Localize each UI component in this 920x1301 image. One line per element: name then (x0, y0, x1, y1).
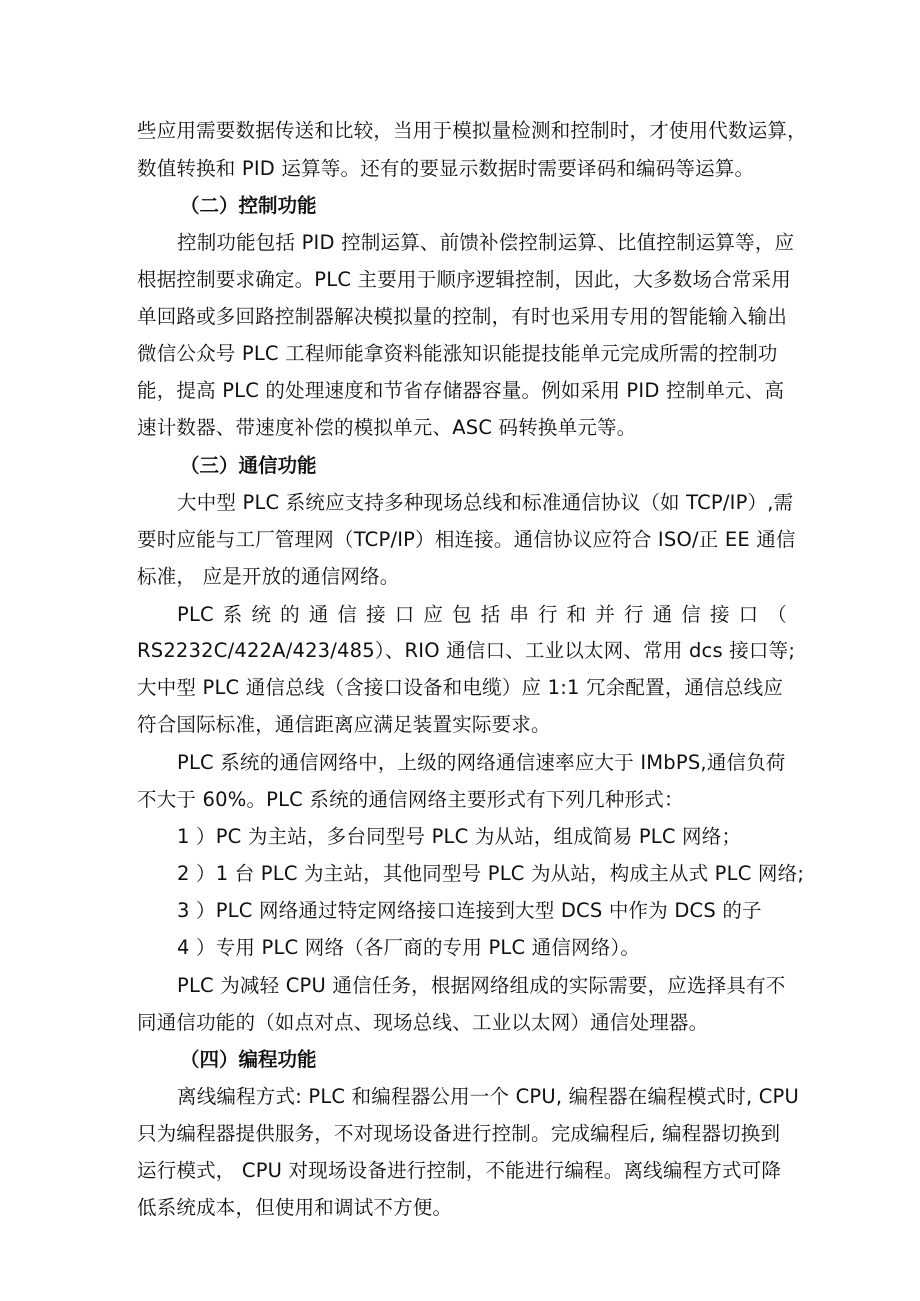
paragraph-comm3-line-1: PLC 系统的通信网络中，上级的网络通信速率应大于 IMbPS,通信负荷 (177, 751, 786, 774)
paragraph-comm2-line-2: RS2232C/422A/423/485）、RIO 通信口、工业以太网、常用 dcs 接口等; (137, 639, 796, 662)
word: 并 (595, 603, 616, 626)
paragraph-comm1-line-1: 大中型 PLC 系统应支持多种现场总线和标准通信协议（如 TCP/IP）,需 (177, 491, 794, 514)
heading-programming-function: （四）编程功能 (180, 1048, 317, 1071)
paragraph-intro-line-1: 些应用需要数据传送和比较，当用于模拟量检测和控制时，才使用代数运算， (137, 119, 807, 142)
word: 的 (280, 603, 300, 626)
paragraph-control-line-6: 速计数器、带速度补偿的模拟单元、ASC 码转换单元等。 (137, 416, 637, 439)
word: 通 (652, 603, 673, 626)
paragraph-programming-line-1: 离线编程方式: PLC 和编程器公用一个 CPU, 编程器在编程模式时, CPU (177, 1085, 799, 1108)
word: 和 (566, 603, 587, 626)
heading-communication-function: （三）通信功能 (180, 454, 317, 477)
word: 信 (681, 603, 701, 626)
paragraph-programming-line-3: 运行模式， CPU 对现场设备进行控制，不能进行编程。离线编程方式可降 (137, 1159, 782, 1182)
word: 统 (251, 603, 272, 626)
paragraph-comm2-line-1 (177, 602, 787, 628)
list-item: 3 ）PLC 网络通过特定网络接口连接到大型 DCS 中作为 DCS 的子 (177, 899, 762, 922)
paragraph-comm4-line-2: 同通信功能的（如点对点、现场总线、工业以太网）通信处理器。 (137, 1011, 709, 1034)
word: 口 (738, 603, 759, 626)
paragraph-comm2-line-3: 大中型 PLC 通信总线（含接口设备和电缆）应 1:1 冗余配置，通信总线应 (137, 676, 784, 699)
word: PLC (177, 603, 214, 626)
paragraph-control-line-4: 微信公众号 PLC 工程师能拿资料能涨知识能提技能单元完成所需的控制功 (137, 342, 778, 365)
list-item: 4 ）专用 PLC 网络（各厂商的专用 PLC 通信网络）。 (177, 936, 641, 959)
paragraph-control-line-1: 控制功能包括 PID 控制运算、前馈补偿控制运算、比值控制运算等，应 (177, 231, 795, 254)
word: 包 (452, 603, 472, 626)
paragraph-comm1-line-2: 要时应能与工厂管理网（TCP/IP）相连接。通信协议应符合 ISO/正 EE 通信 (137, 528, 796, 551)
word: 行 (538, 603, 558, 626)
word: 系 (222, 603, 243, 626)
paragraph-comm4-line-1: PLC 为减轻 CPU 通信任务，根据网络组成的实际需要，应选择具有不 (177, 974, 786, 997)
list-item: 1 ）PC 为主站，多台同型号 PLC 为从站，组成简易 PLC 网络； (177, 825, 742, 848)
word: 串 (509, 603, 530, 626)
heading-control-function: （二）控制功能 (180, 194, 317, 217)
paragraph-comm3-line-2: 不大于 60%。PLC 系统的通信网络主要形式有下列几种形式： (137, 788, 684, 811)
paragraph-programming-line-2: 只为编程器提供服务，不对现场设备进行控制。完成编程后, 编程器切换到 (137, 1122, 781, 1145)
word: 接 (366, 603, 386, 626)
word: 行 (623, 603, 644, 626)
word: 口 (394, 603, 415, 626)
word: 应 (423, 603, 444, 626)
paragraph-control-line-3: 单回路或多回路控制器解决模拟量的控制，有时也采用专用的智能输入输出 (137, 305, 788, 328)
paragraph-intro-line-2: 数值转换和 PID 运算等。还有的要显示数据时需要译码和编码等运算。 (137, 157, 755, 180)
paragraph-comm2-line-4: 符合国际标准，通信距离应满足装置实际要求。 (137, 713, 551, 736)
list-item: 2 ）1 台 PLC 为主站，其他同型号 PLC 为从站，构成主从式 PLC 网络; (177, 862, 805, 885)
paragraph-comm1-line-3: 标准， 应是开放的通信网络。 (137, 565, 400, 588)
paragraph-control-line-5: 能，提高 PLC 的处理速度和节省存储器容量。例如采用 PID 控制单元、高 (137, 379, 785, 402)
word: 信 (337, 603, 358, 626)
paragraph-control-line-2: 根据控制要求确定。PLC 主要用于顺序逻辑控制，因此，大多数场合常采用 (137, 268, 791, 291)
word: （ (767, 603, 787, 626)
paragraph-programming-line-4: 低系统成本，但使用和调试不方便。 (137, 1196, 453, 1219)
word: 接 (709, 603, 730, 626)
word: 通 (308, 603, 329, 626)
word: 括 (480, 603, 501, 626)
